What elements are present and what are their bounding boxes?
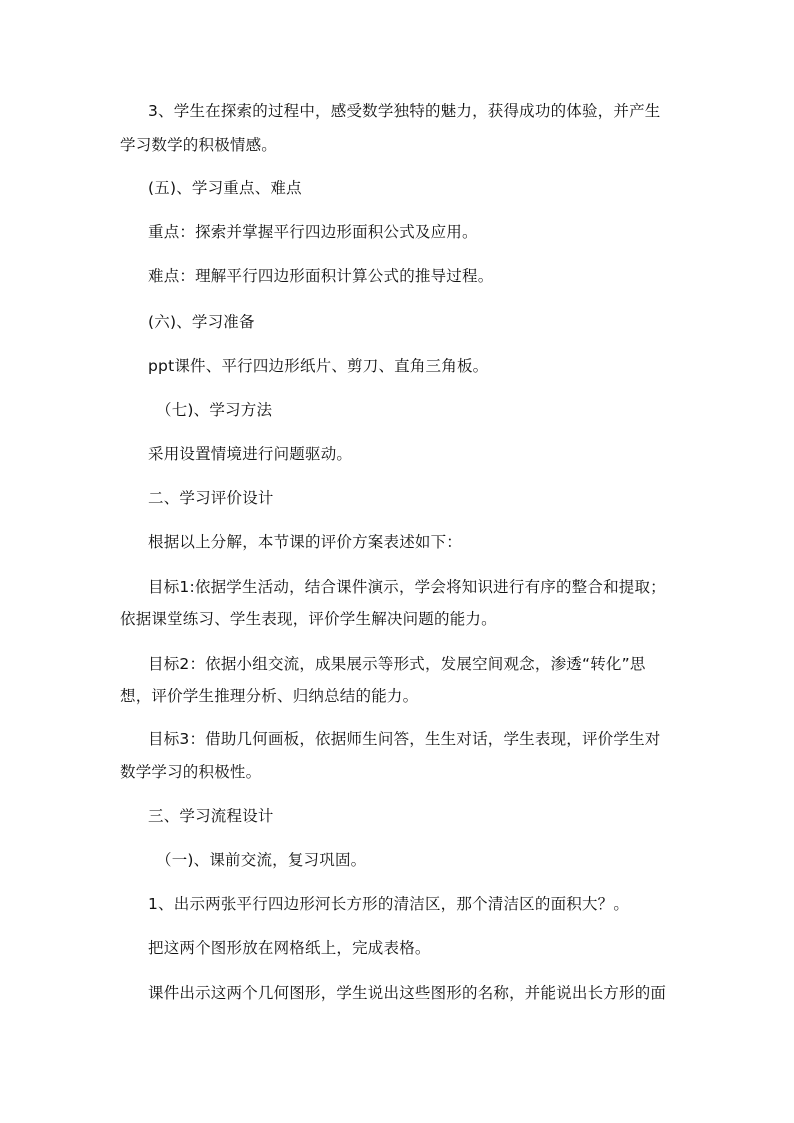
section-heading: 三、学习流程设计 bbox=[148, 807, 274, 825]
paragraph-line: 目标1:依据学生活动，结合课件演示，学会将知识进行有序的整合和提取； bbox=[148, 578, 666, 596]
paragraph-line: 1、出示两张平行四边形河长方形的清洁区，那个清洁区的面积大？。 bbox=[148, 895, 630, 913]
paragraph-line: 数学学习的积极性。 bbox=[120, 763, 262, 781]
paragraph-line: 依据课堂练习、学生表现，评价学生解决问题的能力。 bbox=[120, 610, 497, 628]
section-heading: （一)、课前交流，复习巩固。 bbox=[156, 851, 367, 869]
paragraph-line: ppt课件、平行四边形纸片、剪刀、直角三角板。 bbox=[148, 357, 489, 375]
section-heading: (六)、学习准备 bbox=[148, 313, 255, 331]
paragraph-line: 根据以上分解，本节课的评价方案表述如下： bbox=[148, 533, 463, 551]
section-heading: 二、学习评价设计 bbox=[148, 489, 274, 507]
paragraph-line: 想，评价学生推理分析、归纳总结的能力。 bbox=[120, 687, 419, 705]
paragraph-line: 目标3：借助几何画板，依据师生问答，生生对话，学生表现，评价学生对 bbox=[148, 730, 661, 748]
paragraph-line: 3、学生在探索的过程中，感受数学独特的魅力，获得成功的体验，并产生 bbox=[148, 102, 661, 120]
paragraph-line: 目标2：依据小组交流，成果展示等形式，发展空间观念，渗透“转化”思 bbox=[148, 655, 646, 673]
paragraph-line: 难点：理解平行四边形面积计算公式的推导过程。 bbox=[148, 267, 494, 285]
paragraph-line: 把这两个图形放在网格纸上，完成表格。 bbox=[148, 939, 431, 957]
section-heading: （七)、学习方法 bbox=[156, 401, 273, 419]
paragraph-line: 学习数学的积极情感。 bbox=[120, 136, 278, 154]
paragraph-line: 采用设置情境进行问题驱动。 bbox=[148, 445, 353, 463]
paragraph-line: 课件出示这两个几何图形，学生说出这些图形的名称，并能说出长方形的面 bbox=[148, 984, 667, 1002]
paragraph-line: 重点：探索并掌握平行四边形面积公式及应用。 bbox=[148, 223, 478, 241]
section-heading: (五)、学习重点、难点 bbox=[148, 179, 302, 197]
